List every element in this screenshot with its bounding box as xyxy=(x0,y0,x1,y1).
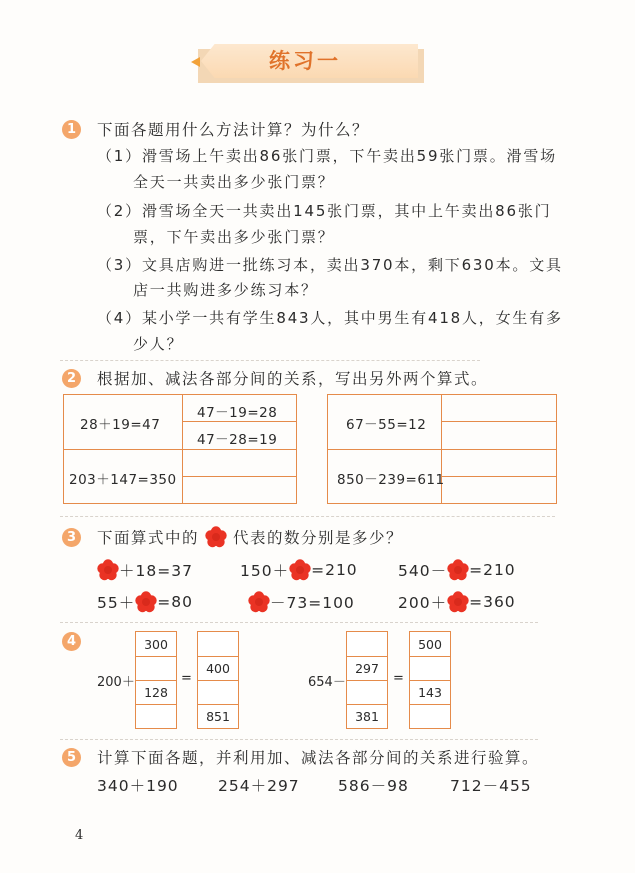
q2-right-given-2: 850－239=611 xyxy=(337,472,445,488)
q4-right-column-2 xyxy=(409,631,451,729)
q2-left-answer-1: 47－19=28 xyxy=(197,405,278,421)
q2-left-given-2: 203＋147=350 xyxy=(69,472,177,488)
q5-prompt: 计算下面各题，并利用加、减法各部分间的关系进行验算。 xyxy=(97,749,540,767)
q3-prompt-after: 代表的数分别是多少？ xyxy=(233,529,404,547)
q2-left-answer-2: 47－28=19 xyxy=(197,432,278,448)
question-number-2: 2 xyxy=(62,369,81,388)
section-title-banner xyxy=(192,44,424,82)
divider xyxy=(60,622,538,623)
q1-item-1-line2: 全天一共卖出多少张门票？ xyxy=(133,173,335,191)
q3-equation-5: －73=100 xyxy=(248,591,355,613)
q4-right-col1-value-2: 297 xyxy=(355,661,379,676)
q4-left-col2-value-4: 851 xyxy=(206,709,230,724)
q3-equation-3: 540－ =210 xyxy=(398,561,516,580)
q5-problem-3: 586－98 xyxy=(338,777,409,795)
page-number: 4 xyxy=(75,828,84,843)
question-number-1: 1 xyxy=(62,120,81,139)
q4-left-column-1 xyxy=(135,631,177,729)
q2-right-given-1: 67－55=12 xyxy=(346,417,427,433)
q4-left-prefix: 200＋ xyxy=(97,675,135,690)
flower-icon xyxy=(289,559,311,581)
q2-prompt: 根据加、减法各部分间的关系，写出另外两个算式。 xyxy=(97,370,489,388)
q3-prompt xyxy=(97,526,403,548)
q4-left-equals: = xyxy=(181,671,192,686)
q4-right-col1-value-4: 381 xyxy=(355,709,379,724)
q4-right-equals: = xyxy=(393,671,404,686)
q4-left-column-2 xyxy=(197,631,239,729)
q1-item-1-line1: （1）滑雪场上午卖出86张门票，下午卖出59张门票。滑雪场 xyxy=(97,147,557,165)
q3-equation-6: 200＋ =360 xyxy=(398,593,516,612)
q3-prompt-before: 下面算式中的 xyxy=(97,529,200,547)
q4-right-col2-value-1: 500 xyxy=(418,637,442,652)
q4-right-column-1 xyxy=(346,631,388,729)
q4-right-prefix: 654－ xyxy=(308,675,346,690)
q4-left-col2-value-2: 400 xyxy=(206,661,230,676)
q5-problem-2: 254＋297 xyxy=(218,777,300,795)
q2-left-given-1: 28＋19=47 xyxy=(80,417,161,433)
q5-problem-4: 712－455 xyxy=(450,777,532,795)
q3-equation-1: ＋18=37 xyxy=(97,559,193,581)
q1-item-2-line2: 票，下午卖出多少张门票？ xyxy=(133,228,335,246)
question-number-5: 5 xyxy=(62,748,81,767)
flower-icon xyxy=(135,591,157,613)
q4-left-col1-value-1: 300 xyxy=(144,637,168,652)
flower-icon xyxy=(205,526,227,548)
q3-equation-2: 150＋ =210 xyxy=(240,561,358,580)
q4-right-col2-value-3: 143 xyxy=(418,685,442,700)
q1-prompt: 下面各题用什么方法计算？为什么？ xyxy=(97,121,370,139)
divider xyxy=(60,739,538,740)
question-number-4: 4 xyxy=(62,632,81,651)
q1-item-2-line1: （2）滑雪场全天一共卖出145张门票，其中上午卖出86张门 xyxy=(97,202,552,220)
q1-item-3-line2: 店一共购进多少练习本？ xyxy=(133,281,318,299)
page-title: 练习一 xyxy=(269,49,341,73)
divider xyxy=(60,516,555,517)
q1-item-4-line2: 少人？ xyxy=(133,335,184,353)
q2-left-table xyxy=(63,394,297,504)
flower-icon xyxy=(248,591,270,613)
flower-icon xyxy=(97,559,119,581)
q5-problem-1: 340＋190 xyxy=(97,777,179,795)
q3-equation-4: 55＋ =80 xyxy=(97,593,193,612)
flower-icon xyxy=(447,559,469,581)
flower-icon xyxy=(447,591,469,613)
divider xyxy=(60,360,480,361)
q2-right-table xyxy=(327,394,557,504)
q1-item-3-line1: （3）文具店购进一批练习本，卖出370本，剩下630本。文具 xyxy=(97,256,563,274)
question-number-3: 3 xyxy=(62,528,81,547)
q1-item-4-line1: （4）某小学一共有学生843人，其中男生有418人，女生有多 xyxy=(97,309,563,327)
q4-left-col1-value-3: 128 xyxy=(144,685,168,700)
